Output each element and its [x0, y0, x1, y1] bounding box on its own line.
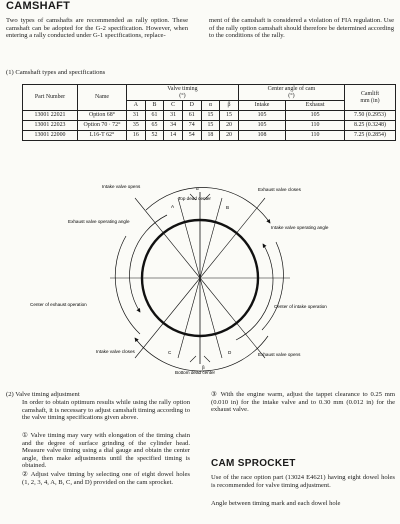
cell-d: 74	[182, 121, 201, 131]
table-heading: (1) Camshaft types and specifications	[6, 69, 106, 76]
letter-a: A	[171, 204, 175, 209]
cell-exhaust: 110	[286, 121, 345, 131]
cell-name: Option 68°	[78, 111, 127, 121]
intro-left-text: Two types of camshafts are recommended as rally option. These camshaft can be adopted for the G-2 specification. However, when entering a rally conducted under G-1 specifications, replace-	[6, 17, 188, 40]
cell-name: Option 70 · 72°	[78, 121, 127, 131]
label-exhaust-valve-opens: Exhaust valve opens	[258, 352, 301, 357]
cell-beta: 15	[220, 111, 239, 121]
sprocket-paragraph-1: Use of the race option part (13024 E4621) having eight dowel holes is recommended for valve timing adjustment.	[211, 474, 395, 489]
label-center-intake-operation: Center of intake operation	[274, 304, 327, 309]
camshaft-spec-table	[22, 84, 396, 141]
cell-alpha: 15	[201, 121, 220, 131]
cell-lift: 8.25 (0.3248)	[345, 121, 396, 131]
cell-intake: 108	[238, 131, 285, 141]
adjustment-item-1: ① Valve timing may vary with elongation of the timing chain and the degree of surface grinding of the cylinder head. Measure valve timing using a dial gauge and obtain the center angle, then make adjustments until the specified timing is obtained.	[22, 432, 190, 470]
label-top-dead-center: Top dead center	[178, 196, 211, 201]
letter-c: C	[168, 350, 172, 355]
label-center-exhaust-operation: Center of exhaust operation	[30, 302, 87, 307]
letter-alpha: α	[196, 186, 199, 191]
table-row	[23, 121, 396, 131]
letter-beta: β	[202, 365, 205, 370]
cell-part: 13001 22021	[23, 111, 78, 121]
cell-b: 61	[145, 111, 164, 121]
subheader-c: C	[164, 101, 183, 111]
label-intake-valve-operating-angle: Intake valve operating angle	[271, 225, 329, 230]
table-header-row	[23, 85, 396, 101]
cell-beta: 20	[220, 121, 239, 131]
letter-b: B	[226, 205, 230, 210]
cell-d: 61	[182, 111, 201, 121]
cell-part: 13001 22000	[23, 131, 78, 141]
label-intake-valve-closes: Intake valve closes	[96, 349, 135, 354]
cell-alpha: 15	[201, 111, 220, 121]
header-camlift: Camlift mm (in)	[345, 85, 396, 111]
label-exhaust-valve-operating-angle: Exhaust valve operating angle	[68, 219, 130, 224]
cell-c: 31	[164, 111, 183, 121]
header-center-angle: Center angle of cam (°)	[238, 85, 344, 101]
cell-exhaust: 110	[286, 131, 345, 141]
letter-d: D	[228, 350, 232, 355]
header-part-number: Part Number	[23, 85, 78, 111]
header-valve-timing: Valve timing (°)	[127, 85, 239, 101]
adjustment-list	[22, 432, 190, 487]
cell-intake: 105	[238, 121, 285, 131]
adjustment-item-3: ③ With the engine warm, adjust the tappet clearance to 0.25 mm (0.010 in) for the intake valve and to 0.30 mm (0.012 in) for the exhaust valve.	[211, 391, 395, 414]
page-title: CAMSHAFT	[6, 0, 71, 12]
cell-a: 35	[127, 121, 146, 131]
cell-a: 16	[127, 131, 146, 141]
subheader-exhaust: Exhaust	[286, 101, 345, 111]
label-exhaust-valve-closes: Exhaust valve closes	[258, 187, 301, 192]
subheader-a: A	[127, 101, 146, 111]
valve-timing-diagram	[0, 178, 400, 378]
cell-alpha: 18	[201, 131, 220, 141]
subheader-intake: Intake	[238, 101, 285, 111]
subheader-alpha: α	[201, 101, 220, 111]
cell-lift: 7.50 (0.2953)	[345, 111, 396, 121]
subheader-d: D	[182, 101, 201, 111]
header-name: Name	[78, 85, 127, 111]
cell-a: 31	[127, 111, 146, 121]
intro-right-text: ment of the camshaft is considered a violation of FIA regulation. Use of the rally option camshaft should therefore be determined according to the conditions of the rally.	[209, 17, 394, 40]
cell-beta: 20	[220, 131, 239, 141]
sprocket-paragraph-2: Angle between timing mark and each dowel hole	[211, 500, 341, 507]
cell-d: 54	[182, 131, 201, 141]
subheader-b: B	[145, 101, 164, 111]
cell-part: 13001 22023	[23, 121, 78, 131]
cell-name: L16-T 62°	[78, 131, 127, 141]
cell-c: 34	[164, 121, 183, 131]
table-row	[23, 111, 396, 121]
adjustment-item-2: ② Adjust valve timing by selecting one of eight dowel holes (1, 2, 3, 4, A, B, C, and D) provided on the cam sprocket.	[22, 470, 190, 486]
cam-sprocket-title: CAM SPROCKET	[211, 458, 296, 469]
cell-b: 65	[145, 121, 164, 131]
adjustment-intro: In order to obtain optimum results while using the rally option camshaft, it is necessary to adjust camshaft timing according to the valve timing specifications given above.	[22, 399, 190, 422]
subheader-beta: β	[220, 101, 239, 111]
cell-lift: 7.25 (0.2854)	[345, 131, 396, 141]
cell-intake: 105	[238, 111, 285, 121]
cell-c: 14	[164, 131, 183, 141]
label-intake-valve-opens: Intake valve opens	[102, 184, 141, 189]
table-row	[23, 131, 396, 141]
cell-b: 52	[145, 131, 164, 141]
cell-exhaust: 105	[286, 111, 345, 121]
label-bottom-dead-center: Bottom dead center	[175, 370, 216, 375]
adjustment-heading: (2) Valve timing adjustment	[6, 391, 80, 398]
